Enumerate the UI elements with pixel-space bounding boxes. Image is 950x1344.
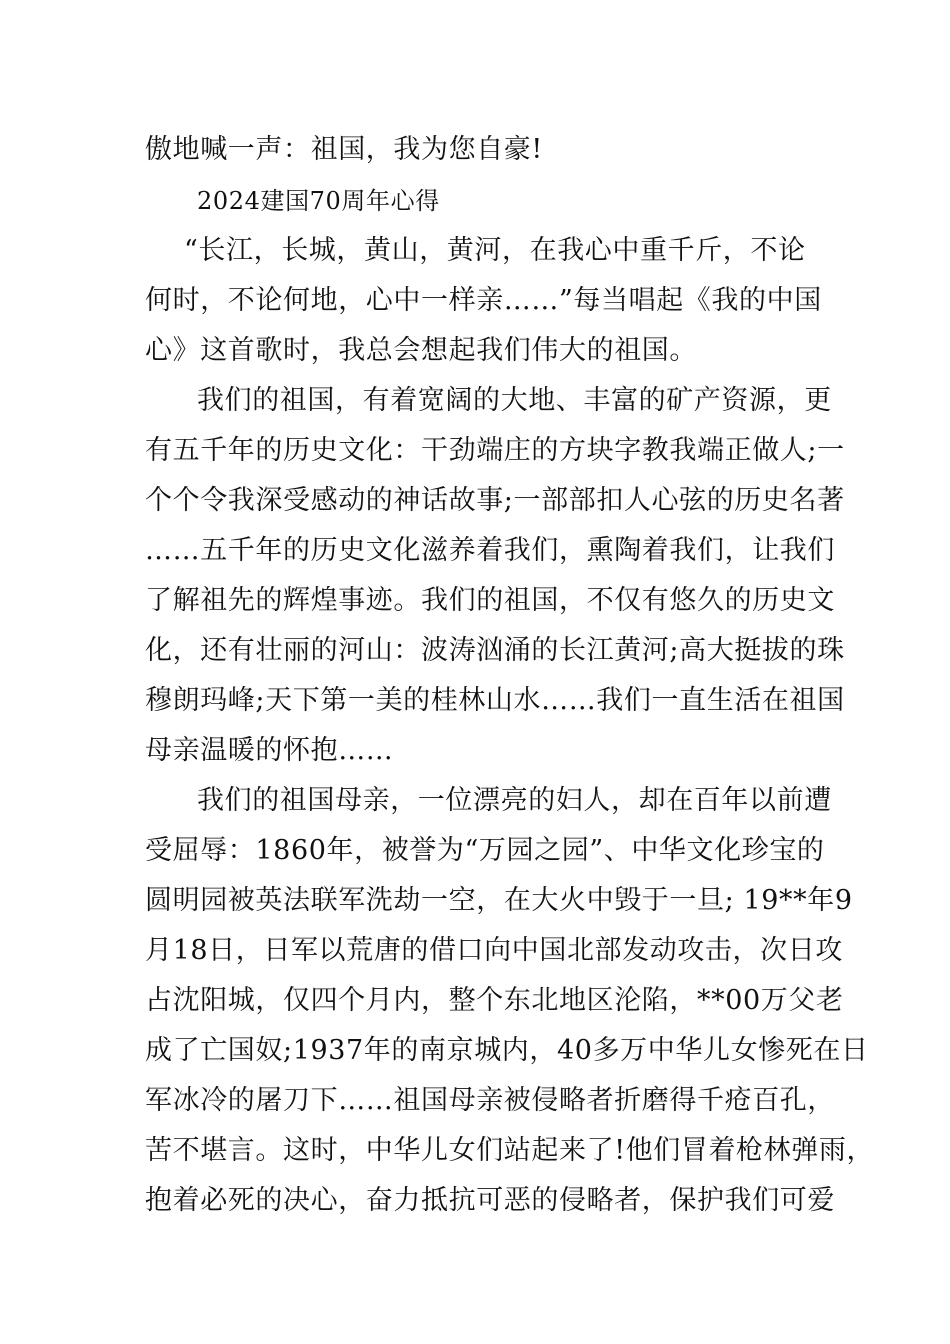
text-line: 母亲温暖的怀抱……	[145, 735, 394, 766]
text-line: 个个令我深受感动的神话故事;一部部扣人心弦的历史名著	[145, 485, 845, 516]
paragraph-start: 我们的祖国，有着宽阔的大地、丰富的矿产资源，更	[197, 385, 832, 416]
text-line: 穆朗玛峰;天下第一美的桂林山水……我们一直生活在祖国	[145, 685, 845, 716]
text-line: 了解祖先的辉煌事迹。我们的祖国，不仅有悠久的历史文	[145, 585, 835, 616]
text-line: 月18日，日军以荒唐的借口向中国北部发动攻击，次日攻	[145, 935, 843, 966]
text-line: “长江，长城，黄山，黄河，在我心中重千斤，不论	[184, 235, 806, 266]
text-line: ……五千年的历史文化滋养着我们，熏陶着我们，让我们	[145, 535, 835, 566]
section-heading: 2024建国70周年心得	[197, 187, 440, 215]
text-line: 占沈阳城，仅四个月内，整个东北地区沦陷，**00万父老	[145, 985, 844, 1016]
text-line: 苦不堪言。这时，中华儿女们站起来了!他们冒着枪林弹雨，	[145, 1135, 875, 1166]
text-line: 化，还有壮丽的河山：波涛汹涌的长江黄河;高大挺拔的珠	[145, 635, 845, 666]
text-line: 何时，不论何地，心中一样亲……”每当唱起《我的中国	[145, 285, 822, 316]
text-line: 心》这首歌时，我总会想起我们伟大的祖国。	[145, 335, 697, 366]
text-line: 傲地喊一声：祖国，我为您自豪!	[145, 134, 543, 165]
text-line: 抱着必死的决心，奋力抵抗可恶的侵略者，保护我们可爱	[145, 1185, 835, 1216]
text-line: 有五千年的历史文化：干劲端庄的方块字教我端正做人;一	[145, 435, 845, 466]
text-line: 成了亡国奴;1937年的南京城内，40多万中华儿女惨死在日	[145, 1035, 869, 1066]
text-line: 军冰冷的屠刀下……祖国母亲被侵略者折磨得千疮百孔，	[145, 1085, 835, 1116]
text-line: 受屈辱：1860年，被誉为“万园之园”、中华文化珍宝的	[145, 835, 825, 866]
text-line: 圆明园被英法联军洗劫一空，在大火中毁于一旦; 19**年9	[145, 885, 853, 916]
paragraph-start: 我们的祖国母亲，一位漂亮的妇人，却在百年以前遭	[197, 785, 832, 816]
